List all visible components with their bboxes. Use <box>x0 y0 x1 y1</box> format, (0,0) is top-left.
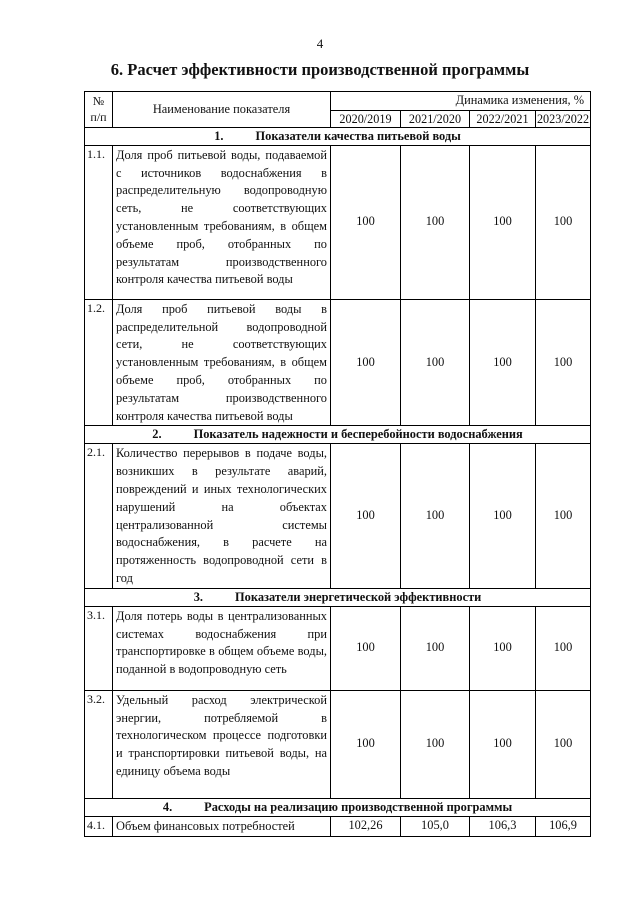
efficiency-table <box>84 91 591 837</box>
section-title: Показатель надежности и бесперебойности водоснабжения <box>193 427 523 442</box>
dynamics-value: 100 <box>331 145 401 299</box>
number-label-line-2: п/п <box>90 110 107 125</box>
section-number: 3. <box>193 589 204 604</box>
section-title: Расходы на реализацию производственной программы <box>204 799 513 814</box>
dynamics-value: 106,9 <box>536 816 591 836</box>
year-header: 2023/2022 <box>536 111 590 126</box>
number-label-line-1: № <box>92 94 105 109</box>
indicator-name: Доля проб питьевой воды, подаваемой с источников водоснабжения в распределительную водопроводную сеть, не соответствующих установленным требованиям, в общем объеме проб, отобранных по результатам производственного контроля качества питьевой воды <box>113 145 331 299</box>
section-header <box>85 588 591 606</box>
table-row <box>85 145 591 299</box>
row-number: 1.1. <box>85 145 113 299</box>
year-header: 2021/2020 <box>401 110 470 127</box>
dynamics-value: 100 <box>401 690 470 798</box>
dynamics-value: 100 <box>331 444 401 588</box>
section-header <box>85 426 591 444</box>
dynamics-value: 100 <box>331 606 401 690</box>
section-row <box>85 798 591 816</box>
table-row <box>85 690 591 798</box>
dynamics-value: 100 <box>401 606 470 690</box>
table-row <box>85 606 591 690</box>
page-number: 4 <box>316 36 324 51</box>
row-number: 3.2. <box>85 690 113 798</box>
dynamics-value: 100 <box>470 444 536 588</box>
dynamics-value: 100 <box>401 299 470 426</box>
column-header-dynamics: Динамика изменения, % <box>331 92 591 111</box>
section-header <box>85 798 591 816</box>
table-row <box>85 444 591 588</box>
dynamics-value: 100 <box>536 299 591 426</box>
row-number: 2.1. <box>85 444 113 588</box>
table-row <box>85 299 591 426</box>
page-title: 6. Расчет эффективности производственной программы <box>110 60 530 79</box>
dynamics-value: 102,26 <box>331 816 401 836</box>
section-header <box>85 127 591 145</box>
indicator-name: Объем финансовых потребностей <box>113 816 331 836</box>
dynamics-value: 100 <box>470 145 536 299</box>
column-header-number <box>85 92 113 128</box>
section-title: Показатели энергетической эффективности <box>235 589 482 604</box>
dynamics-value: 100 <box>331 299 401 426</box>
dynamics-value: 100 <box>536 690 591 798</box>
dynamics-value: 100 <box>470 299 536 426</box>
dynamics-value: 100 <box>470 690 536 798</box>
section-number: 4. <box>162 799 173 814</box>
dynamics-value: 100 <box>331 690 401 798</box>
indicator-name: Удельный расход электрической энергии, потребляемой в технологическом процессе подготовки и транспортировки питьевой воды, на единицу объема воды <box>113 690 331 798</box>
row-number: 4.1. <box>85 816 113 836</box>
dynamics-value: 106,3 <box>470 816 536 836</box>
column-header-name: Наименование показателя <box>113 92 331 128</box>
header-row <box>85 92 591 111</box>
section-row <box>85 588 591 606</box>
dynamics-value: 100 <box>536 606 591 690</box>
dynamics-value: 100 <box>401 444 470 588</box>
section-row <box>85 127 591 145</box>
section-number: 1. <box>214 128 224 143</box>
year-header: 2022/2021 <box>470 110 536 127</box>
row-number: 1.2. <box>85 299 113 426</box>
table-row <box>85 816 591 836</box>
dynamics-value: 100 <box>401 145 470 299</box>
dynamics-value: 100 <box>536 145 591 299</box>
row-number: 3.1. <box>85 606 113 690</box>
year-header: 2020/2019 <box>331 110 401 127</box>
section-row <box>85 426 591 444</box>
dynamics-value: 100 <box>470 606 536 690</box>
section-number: 2. <box>152 427 162 442</box>
indicator-name: Доля потерь воды в централизованных системах водоснабжения при транспортировке в общем объеме воды, поданной в водопроводную сеть <box>113 606 331 690</box>
dynamics-value: 105,0 <box>401 816 470 836</box>
section-title: Показатели качества питьевой воды <box>255 128 461 143</box>
dynamics-value: 100 <box>536 444 591 588</box>
indicator-name: Количество перерывов в подаче воды, возникших в результате аварий, повреждений и иных технологических нарушений на объектах централизованной системы водоснабжения, в расчете на протяженность водопроводной сети в год <box>113 444 331 588</box>
indicator-name: Доля проб питьевой воды в распределительной водопроводной сети, не соответствующих установленным требованиям, в общем объеме проб, отобранных по результатам производственного контроля качества питьевой воды <box>113 299 331 426</box>
